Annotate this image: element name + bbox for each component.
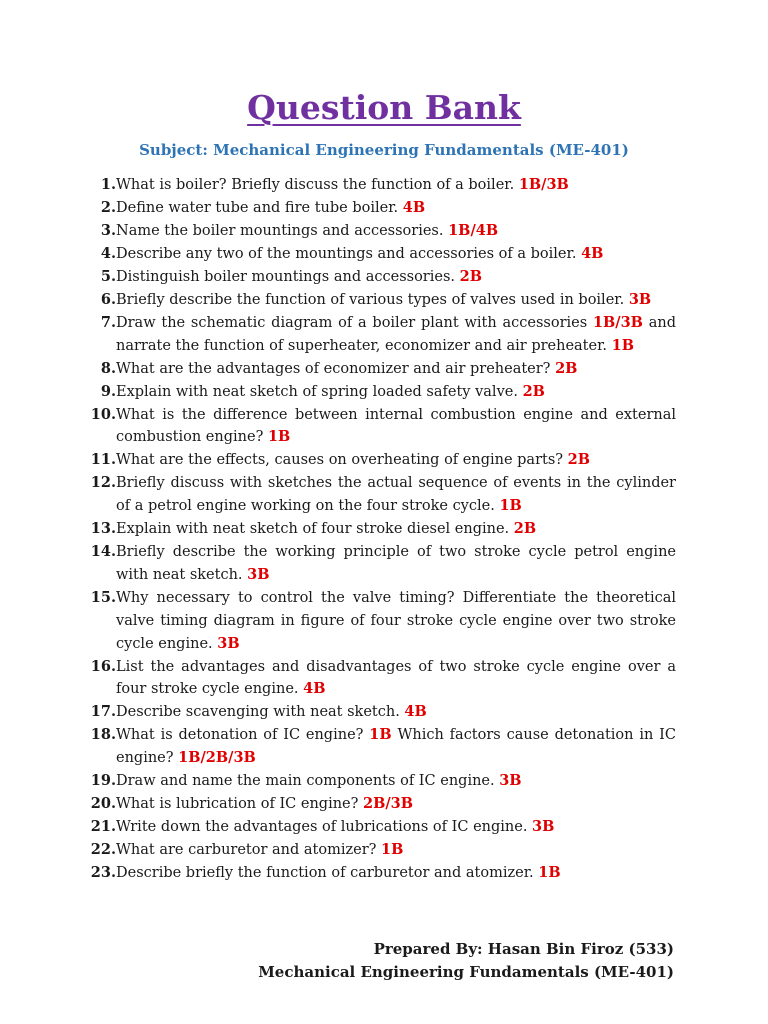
question-item <box>82 289 676 312</box>
question-text <box>116 587 676 655</box>
question-text-segment: What are the advantages of economizer and air preheater? <box>116 360 556 377</box>
question-text <box>116 701 676 724</box>
question-list <box>82 174 676 885</box>
question-number: 8. <box>100 359 116 377</box>
marks-badge: 1B/2B/3B <box>178 749 256 767</box>
question-text <box>116 770 676 793</box>
question-number: 23. <box>90 864 116 882</box>
question-text-segment: Explain with neat sketch of spring loaded safety valve. <box>116 383 523 400</box>
question-text <box>116 839 676 862</box>
question-number: 12. <box>90 474 116 492</box>
page-title <box>0 88 768 127</box>
question-text-segment: Write down the advantages of lubrications of IC engine. <box>116 819 533 836</box>
question-text-segment: Name the boiler mountings and accessories. <box>116 222 449 239</box>
question-number: 18. <box>90 726 116 744</box>
footer <box>258 938 674 984</box>
question-text <box>116 197 676 220</box>
marks-badge: 3B <box>532 818 555 836</box>
question-number: 1. <box>100 176 116 193</box>
marks-badge: 4B <box>303 680 326 698</box>
question-item <box>82 587 676 655</box>
question-text <box>116 449 676 472</box>
question-number: 21. <box>90 818 116 836</box>
question-number: 7. <box>100 313 116 331</box>
question-text <box>116 266 676 289</box>
subject-line: Subject: Mechanical Engineering Fundamentals (ME-401) <box>139 141 629 159</box>
marks-badge: 1B <box>538 864 561 882</box>
question-text <box>116 816 676 839</box>
question-number: 11. <box>90 451 116 469</box>
question-text <box>116 862 676 885</box>
question-text-segment: Draw the schematic diagram of a boiler plant with accessories <box>116 314 593 331</box>
marks-badge: 1B <box>267 428 291 446</box>
question-text <box>116 289 676 312</box>
question-number: 17. <box>90 703 116 721</box>
question-text-segment: Why necessary to control the valve timing? Differentiate the theoretical valve timing diagram in figure of four stroke cycle engine over two stroke cycle engine. <box>116 589 676 652</box>
question-item <box>82 472 676 518</box>
question-text <box>116 312 676 358</box>
question-text-segment: What is boiler? Briefly discuss the function of a boiler. <box>116 177 519 193</box>
question-text-segment: List the advantages and disadvantages of two stroke cycle engine over a four stroke cycle engine. <box>116 658 676 698</box>
question-text-segment: Briefly describe the working principle of two stroke cycle petrol engine with neat sketch. <box>116 544 676 583</box>
marks-badge: 3B <box>247 565 270 583</box>
prepared-by: Prepared By: Hasan Bin Firoz (533) <box>373 940 674 958</box>
question-item <box>82 220 676 243</box>
question-number: 19. <box>90 772 116 790</box>
question-text <box>116 724 676 770</box>
question-number: 5. <box>100 267 116 285</box>
question-number: 13. <box>90 520 116 538</box>
question-text-segment: Describe briefly the function of carburetor and atomizer. <box>116 865 539 882</box>
question-text <box>116 656 676 702</box>
question-text <box>116 404 676 450</box>
question-text-segment: Which factors cause detonation in IC engine? <box>116 727 676 767</box>
question-item <box>82 656 676 702</box>
question-text <box>116 220 676 243</box>
question-text <box>116 793 676 816</box>
marks-badge: 2B <box>459 267 482 285</box>
marks-badge: 1B/3B <box>592 313 643 331</box>
marks-badge: 2B/3B <box>363 795 414 813</box>
question-item <box>82 518 676 541</box>
marks-badge: 2B <box>513 520 537 538</box>
question-text-segment: Briefly describe the function of various types of valves used in boiler. <box>116 291 629 308</box>
question-item <box>82 381 676 404</box>
question-text-segment: Briefly discuss with sketches the actual sequence of events in the cylinder of a petrol engine working on the four stroke cycle. <box>116 475 676 515</box>
question-text-segment: Define water tube and fire tube boiler. <box>116 199 403 216</box>
question-item <box>82 358 676 381</box>
question-item <box>82 449 676 472</box>
question-text-segment: Distinguish boiler mountings and accessories. <box>116 268 460 285</box>
question-text <box>116 381 676 404</box>
question-number: 10. <box>90 405 116 423</box>
question-item <box>82 862 676 885</box>
question-number: 2. <box>100 198 116 216</box>
question-number: 20. <box>90 795 116 813</box>
question-item <box>82 724 676 770</box>
marks-badge: 1B <box>611 336 635 354</box>
question-text <box>116 541 676 587</box>
question-item <box>82 839 676 862</box>
question-number: 4. <box>100 244 116 262</box>
marks-badge: 1B/4B <box>448 221 499 239</box>
question-text <box>116 243 676 266</box>
marks-badge: 1B <box>381 841 404 859</box>
question-number: 16. <box>90 657 116 675</box>
marks-badge: 3B <box>217 634 240 652</box>
question-number: 9. <box>100 382 116 400</box>
question-item <box>82 541 676 587</box>
marks-badge: 3B <box>628 290 652 308</box>
question-text <box>116 472 676 518</box>
marks-badge: 4B <box>581 244 604 262</box>
question-text-segment: What are carburetor and atomizer? <box>116 842 382 859</box>
course-name: Mechanical Engineering Fundamentals (ME-401) <box>258 963 674 981</box>
question-text <box>116 174 676 197</box>
question-number: 6. <box>100 290 116 308</box>
marks-badge: 4B <box>402 198 426 216</box>
question-number: 22. <box>90 841 116 859</box>
question-text-segment: Draw and name the main components of IC engine. <box>116 773 500 790</box>
question-text-segment: What is detonation of IC engine? <box>116 727 370 744</box>
marks-badge: 1B <box>369 726 392 744</box>
marks-badge: 1B <box>499 497 522 515</box>
question-item <box>82 197 676 220</box>
question-text-segment: and narrate the function of superheater, economizer and air preheater. <box>116 314 676 354</box>
question-text <box>116 358 676 381</box>
question-text-segment: What is the difference between internal combustion engine and external combustion engine? <box>116 406 676 446</box>
question-number: 14. <box>90 543 116 561</box>
question-item <box>82 770 676 793</box>
question-item <box>82 793 676 816</box>
question-number: 15. <box>90 588 116 606</box>
question-item <box>82 312 676 358</box>
question-item <box>82 243 676 266</box>
marks-badge: 2B <box>522 382 545 400</box>
question-item <box>82 816 676 839</box>
question-text-segment: What are the effects, causes on overheating of engine parts? <box>116 452 568 469</box>
question-item <box>82 174 676 197</box>
marks-badge: 2B <box>555 359 578 377</box>
question-text-segment: Explain with neat sketch of four stroke diesel engine. <box>116 521 514 538</box>
question-text <box>116 518 676 541</box>
page-title-text: Question Bank <box>247 88 521 127</box>
question-item <box>82 266 676 289</box>
marks-badge: 4B <box>404 703 427 721</box>
marks-badge: 2B <box>567 451 591 469</box>
question-text-segment: What is lubrication of IC engine? <box>116 796 364 813</box>
question-text-segment: Describe scavenging with neat sketch. <box>116 704 405 721</box>
question-item <box>82 701 676 724</box>
question-text-segment: Describe any two of the mountings and accessories of a boiler. <box>116 245 582 262</box>
question-number: 3. <box>100 221 116 239</box>
question-item <box>82 404 676 450</box>
marks-badge: 1B/3B <box>518 176 569 193</box>
marks-badge: 3B <box>499 772 522 790</box>
